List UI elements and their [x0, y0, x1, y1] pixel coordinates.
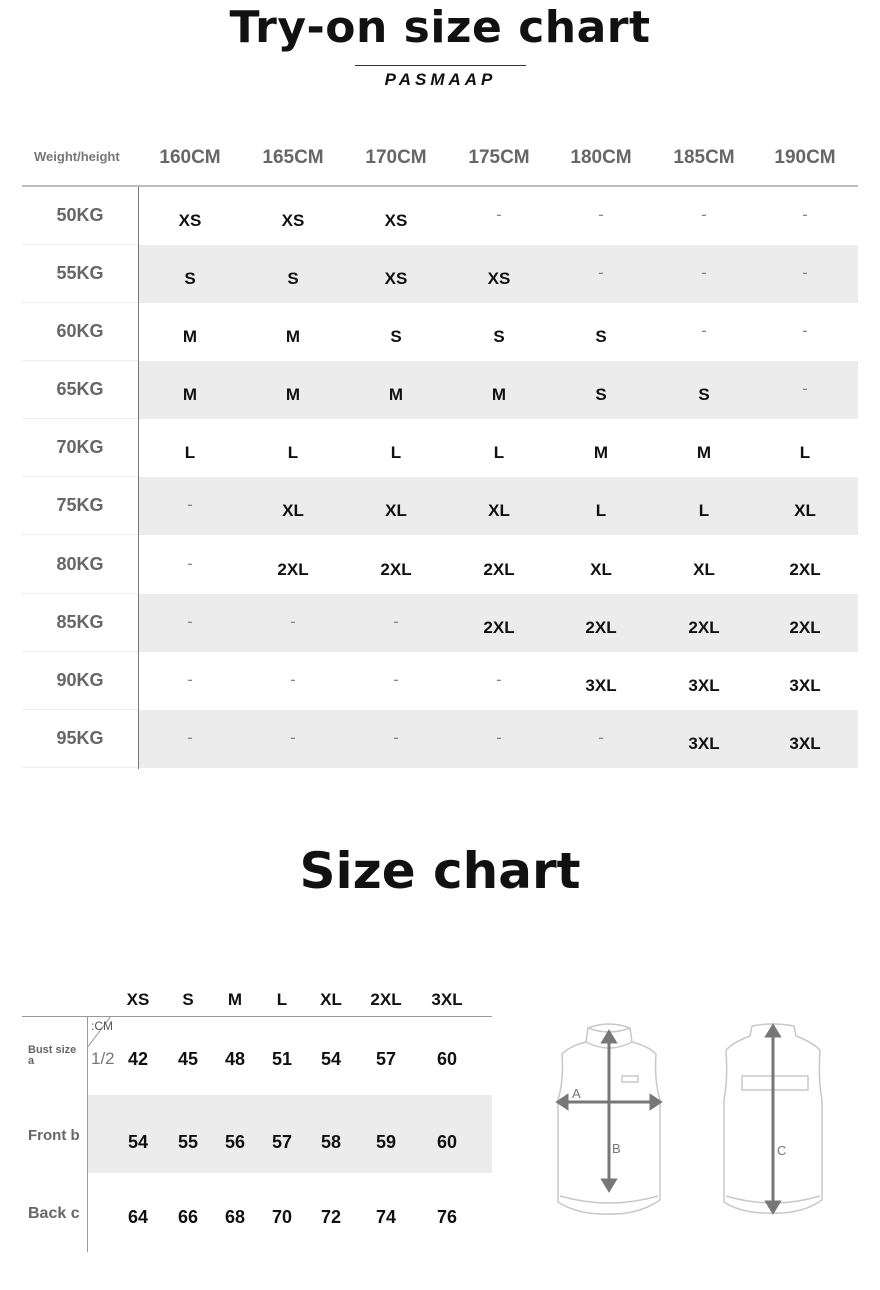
size-cell: XL	[282, 501, 304, 520]
fit-table-row	[22, 594, 858, 652]
weight-label: 50KG	[56, 205, 104, 225]
measure-c-label: C	[777, 1143, 787, 1158]
page-title: Try-on size chart	[229, 2, 651, 53]
size-cell: S	[493, 327, 505, 346]
measurement-value: 48	[224, 1049, 246, 1069]
measurement-value: 68	[224, 1207, 246, 1227]
measurement-label: Front b	[28, 1127, 80, 1144]
brand-divider	[355, 65, 526, 66]
measurement-value: 64	[127, 1207, 149, 1227]
size-cell: -	[802, 205, 808, 224]
size-cell: -	[393, 670, 399, 689]
measurement-value: 70	[271, 1207, 293, 1227]
size-cell: 3XL	[789, 734, 821, 753]
vest-front-diagram	[548, 1020, 670, 1220]
height-header-7: 190CM	[774, 147, 836, 168]
size-cell: XL	[488, 501, 510, 520]
measurement-value: 42	[127, 1049, 149, 1069]
size-chart-title: Size chart	[299, 842, 581, 900]
size-cell: M	[285, 385, 301, 404]
weight-label: 60KG	[56, 321, 104, 341]
back-arrow	[767, 1026, 779, 1212]
size-cell: 2XL	[483, 560, 515, 579]
measurement-value: 72	[320, 1207, 342, 1227]
half-measure-label: 1/2	[91, 1049, 115, 1068]
row-separator	[22, 767, 138, 768]
height-header-4: 175CM	[468, 147, 530, 168]
size-cell: XL	[385, 501, 407, 520]
size-cell: 2XL	[483, 618, 515, 637]
size-cell: -	[290, 612, 296, 631]
measure-a-label: A	[572, 1086, 581, 1101]
fit-table-row	[22, 303, 858, 361]
weight-label: 65KG	[56, 379, 104, 399]
size-header-3xl: 3XL	[431, 990, 463, 1009]
weight-label: 90KG	[56, 670, 104, 690]
size-cell: -	[598, 263, 604, 282]
height-header-3: 170CM	[365, 147, 427, 168]
size-cell: -	[393, 728, 399, 747]
size-cell: -	[598, 205, 604, 224]
height-header-5: 180CM	[570, 147, 632, 168]
size-cell: 2XL	[688, 618, 720, 637]
measurement-value: 55	[177, 1132, 199, 1152]
size-cell: -	[701, 321, 707, 340]
size-header-l: L	[276, 990, 288, 1009]
row-separator	[22, 534, 138, 535]
size-cell: S	[390, 327, 402, 346]
size-cell: -	[802, 263, 808, 282]
fit-table-row	[22, 245, 858, 303]
size-cell: -	[496, 728, 502, 747]
size-cell: S	[595, 385, 607, 404]
size-cell: M	[593, 443, 609, 462]
size-cell: S	[287, 269, 299, 288]
unit-label: :CM	[91, 1019, 113, 1033]
size-header-2xl: 2XL	[370, 990, 402, 1009]
measurement-value: 60	[436, 1049, 458, 1069]
height-header-6: 185CM	[673, 147, 735, 168]
size-cell: -	[701, 263, 707, 282]
size-header-s: S	[182, 990, 194, 1009]
size-header-xs: XS	[126, 990, 150, 1009]
measurement-value: 56	[224, 1132, 246, 1152]
size-header-m: M	[227, 990, 243, 1009]
size-cell: XL	[794, 501, 816, 520]
fit-table-row	[22, 536, 858, 594]
size-cell: M	[182, 385, 198, 404]
size-cell: L	[799, 443, 811, 462]
size-cell: 3XL	[585, 676, 617, 695]
size-cell: XS	[281, 211, 305, 230]
measure-b-label: B	[612, 1141, 621, 1156]
size-cell: -	[598, 728, 604, 747]
size-cell: XL	[693, 560, 715, 579]
size-cell: XS	[487, 269, 511, 288]
measurement-value: 66	[177, 1207, 199, 1227]
size-header-xl: XL	[320, 990, 342, 1009]
fit-table-row	[22, 652, 858, 710]
size-cell: -	[187, 495, 193, 514]
fit-table-row	[22, 419, 858, 477]
size-cell: L	[184, 443, 196, 462]
size-cell: 3XL	[789, 676, 821, 695]
size-cell: XS	[384, 211, 408, 230]
size-cell: M	[388, 385, 404, 404]
weight-label: 55KG	[56, 263, 104, 283]
vest-back-diagram	[712, 1020, 834, 1220]
measurement-label: Back c	[28, 1205, 80, 1222]
height-header-1: 160CM	[159, 147, 221, 168]
size-cell: M	[696, 443, 712, 462]
size-cell: -	[187, 670, 193, 689]
size-cell: S	[595, 327, 607, 346]
size-cell: M	[285, 327, 301, 346]
size-cell: XS	[178, 211, 202, 230]
size-cell: -	[802, 321, 808, 340]
weight-label: 95KG	[56, 728, 104, 748]
measurement-value: 45	[177, 1049, 199, 1069]
size-cell: 2XL	[380, 560, 412, 579]
size-cell: 2XL	[277, 560, 309, 579]
size-cell: -	[701, 205, 707, 224]
measurement-value: 60	[436, 1132, 458, 1152]
size-cell: -	[187, 554, 193, 573]
weight-label: 80KG	[56, 554, 104, 574]
front-arrows	[558, 1032, 660, 1190]
size-cell: 2XL	[789, 560, 821, 579]
measurement-value: 74	[375, 1207, 397, 1227]
measurement-value: 58	[320, 1132, 342, 1152]
fit-table-row	[22, 477, 858, 535]
weight-label: 85KG	[56, 612, 104, 632]
size-cell: L	[698, 501, 710, 520]
weight-height-corner-label: Weight/height	[34, 149, 120, 164]
size-cell: -	[393, 612, 399, 631]
measurement-label: Bust size a	[28, 1044, 77, 1067]
size-cell: L	[595, 501, 607, 520]
size-cell: 2XL	[585, 618, 617, 637]
size-cell: L	[287, 443, 299, 462]
weight-label: 75KG	[56, 495, 104, 515]
measurement-value: 59	[375, 1132, 397, 1152]
size-cell: L	[390, 443, 402, 462]
size-cell: -	[187, 612, 193, 631]
fit-table-header	[22, 143, 858, 173]
measurement-value: 54	[127, 1132, 149, 1152]
measurement-value: 57	[271, 1132, 293, 1152]
size-cell: -	[290, 670, 296, 689]
size-cell: S	[698, 385, 710, 404]
size-cell: -	[187, 728, 193, 747]
size-cell: 2XL	[789, 618, 821, 637]
brand-logo: PASMAAP	[384, 70, 497, 89]
measurement-value: 51	[271, 1049, 293, 1069]
size-cell: XL	[590, 560, 612, 579]
measurement-value: 54	[320, 1049, 342, 1069]
size-cell: XS	[384, 269, 408, 288]
size-cell: -	[496, 670, 502, 689]
size-cell: M	[182, 327, 198, 346]
size-cell: -	[802, 379, 808, 398]
size-cell: L	[493, 443, 505, 462]
fit-table-row	[22, 361, 858, 419]
size-cell: S	[184, 269, 196, 288]
size-cell: -	[496, 205, 502, 224]
size-cell: 3XL	[688, 734, 720, 753]
size-cell: -	[290, 728, 296, 747]
measurement-value: 76	[436, 1207, 458, 1227]
size-table-column-divider	[87, 1016, 88, 1252]
size-cell: 3XL	[688, 676, 720, 695]
size-cell: M	[491, 385, 507, 404]
weight-label: 70KG	[56, 437, 104, 457]
fit-table-row	[22, 187, 858, 245]
measurement-value: 57	[375, 1049, 397, 1069]
height-header-2: 165CM	[262, 147, 324, 168]
fit-table-row	[22, 710, 858, 768]
